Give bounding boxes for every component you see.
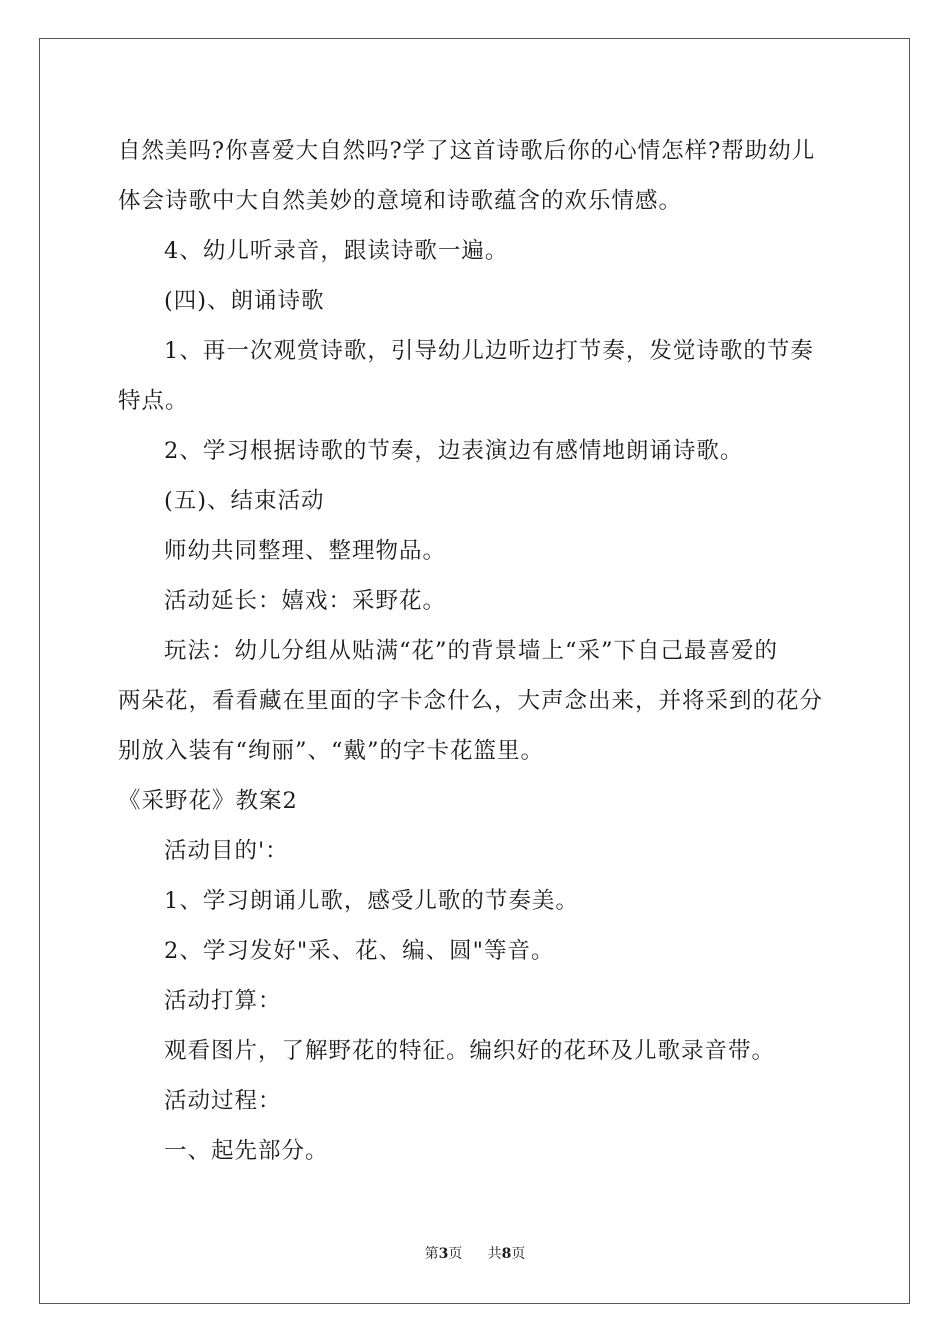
page-prefix: 第 [424, 1246, 439, 1262]
text-line-18: 活动打算： [164, 988, 282, 1014]
text-line-11: 玩法：幼儿分组从贴满“花”的背景墙上“采”下自己最喜爱的 [164, 638, 779, 664]
text-line-19: 观看图片，了解野花的特征。编织好的花环及儿歌录音带。 [164, 1038, 776, 1064]
document-body [118, 126, 838, 1176]
text-line-16: 1、学习朗诵儿歌，感受儿歌的节奏美。 [164, 888, 579, 914]
text-line-21: 一、起先部分。 [164, 1138, 329, 1164]
text-line-10: 活动延长：嬉戏：采野花。 [164, 588, 447, 614]
text-line-5: 1、再一次观赏诗歌，引导幼儿边听边打节奏，发觉诗歌的节奏 [164, 338, 814, 364]
page-total: 8 [501, 1246, 512, 1262]
page-footer [0, 1243, 950, 1263]
text-line-7: 2、学习根据诗歌的节奏，边表演边有感情地朗诵诗歌。 [164, 438, 744, 464]
section-heading-5: (五)、结束活动 [164, 488, 325, 514]
text-line-20: 活动过程： [164, 1088, 282, 1114]
total-prefix: 共 [487, 1246, 502, 1262]
text-line-12: 两朵花，看看藏在里面的字卡念什么，大声念出来，并将采到的花分 [118, 688, 824, 714]
page-unit: 页 [448, 1246, 463, 1262]
text-line-1: 自然美吗?你喜爱大自然吗?学了这首诗歌后你的心情怎样?帮助幼儿 [118, 138, 816, 164]
lesson-plan-title: 《采野花》教案2 [118, 788, 298, 814]
text-line-15: 活动目的'： [164, 838, 289, 864]
text-line-2: 体会诗歌中大自然美妙的意境和诗歌蕴含的欢乐情感。 [118, 188, 683, 214]
text-line-3: 4、幼儿听录音，跟读诗歌一遍。 [164, 238, 509, 264]
text-line-9: 师幼共同整理、整理物品。 [164, 538, 447, 564]
text-line-6: 特点。 [118, 388, 189, 414]
total-unit: 页 [511, 1246, 526, 1262]
text-line-13: 别放入装有“绚丽”、“戴”的字卡花篮里。 [118, 738, 545, 764]
text-line-17: 2、学习发好"采、花、编、圆"等音。 [164, 938, 555, 964]
page-current: 3 [438, 1246, 449, 1262]
section-heading-4: (四)、朗诵诗歌 [164, 288, 325, 314]
